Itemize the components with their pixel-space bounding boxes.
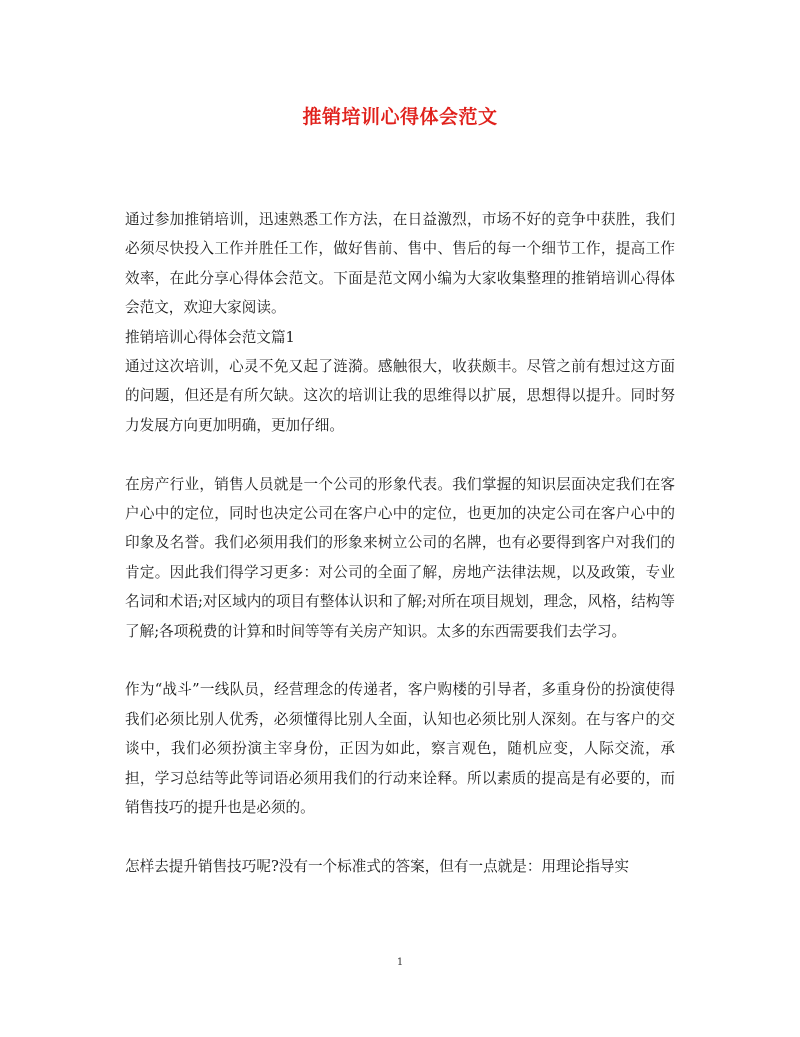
- body-paragraph-2: 在房产行业，销售人员就是一个公司的形象代表。我们掌握的知识层面决定我们在客户心中的定位，同时也决定公司在客户心中的定位，也更加的决定公司在客户心中的印象及名誉。我们必须用我们的形象来树立公司的名牌，也有必要得到客户对我们的肯定。因此我们得学习更多：对公司的全面了解，房地产法律法规，以及政策，专业名词和术语;对区域内的项目有整体认识和了解;对所在项目规划，理念，风格，结构等了解;各项税费的计算和时间等等有关房产知识。太多的东西需要我们去学习。: [125, 475, 675, 640]
- body-paragraph-4: 怎样去提升销售技巧呢?没有一个标准式的答案，但有一点就是：用理论指导实: [125, 857, 630, 875]
- page-number: 1: [396, 957, 404, 968]
- body-paragraph-3: 作为“战斗”一线队员，经营理念的传递者，客户购楼的引导者，多重身份的扮演使得我们必须比别人优秀，必须懂得比别人全面，认知也必须比别人深刻。在与客户的交谈中，我们必须扮演主宰身份，正因为如此，察言观色，随机应变，人际交流，承担，学习总结等此等词语必须用我们的行动来诠释。所以素质的提高是有必要的，而销售技巧的提升也是必须的。: [125, 681, 675, 817]
- document-title: 推销培训心得体会范文: [302, 106, 498, 128]
- body-paragraph-1: 通过这次培训，心灵不免又起了涟漪。感触很大，收获颇丰。尽管之前有想过这方面的问题，但还是有所欠缺。这次的培训让我的思维得以扩展，思想得以提升。同时努力发展方向更加明确，更加仔细。: [125, 358, 675, 434]
- section-heading: 推销培训心得体会范文篇1: [125, 328, 295, 346]
- document-body: [125, 205, 675, 881]
- intro-paragraph: 通过参加推销培训，迅速熟悉工作方法，在日益激烈，市场不好的竞争中获胜，我们必须尽快投入工作并胜任工作，做好售前、售中、售后的每一个细节工作，提高工作效率，在此分享心得体会范文。下面是范文网小编为大家收集整理的推销培训心得体会范文，欢迎大家阅读。: [125, 211, 675, 317]
